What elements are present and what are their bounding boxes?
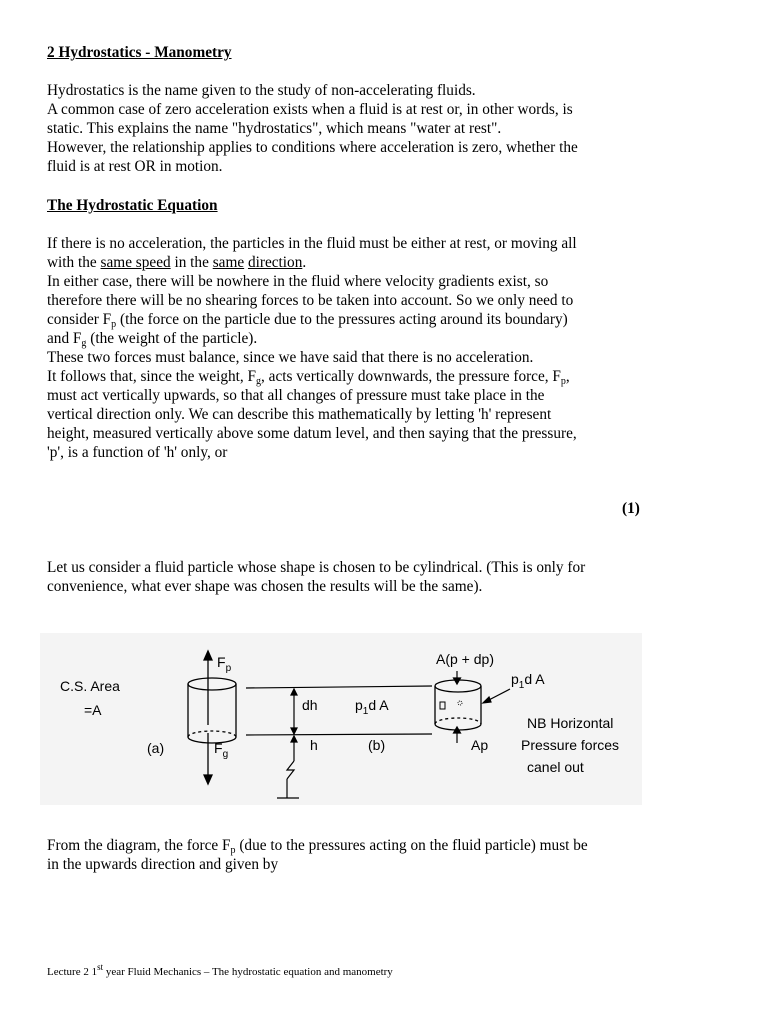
label-a: (a) (147, 740, 165, 756)
para2-line-3: In either case, there will be nowhere in the fluid where velocity gradients exist, so (47, 273, 549, 290)
intro-line-3: static. This explains the name "hydrostatics", which means "water at rest". (47, 120, 502, 137)
para2-line-8: It follows that, since the weight, $F_g$, acts vertically downwards, the pressure force, $F_p$, (47, 368, 570, 387)
note-line-1: NB Horizontal (527, 715, 614, 731)
para2-line-7: These two forces must balance, since we have said that there is no acceleration. (47, 349, 534, 366)
para2-line-9: must act vertically upwards, so that all changes of pressure must take place in the (47, 387, 545, 404)
label-p1da-right: $p_1d$ A (511, 671, 545, 691)
label-fp: $F_p$ (217, 654, 232, 674)
equation-number: (1) (622, 500, 640, 517)
underlined-same: same (212, 254, 245, 271)
fluid-particle-diagram (40, 633, 642, 805)
intro-line-4: However, the relationship applies to conditions where acceleration is zero, whether the (47, 139, 578, 156)
label-cs-area: C.S. Area (60, 678, 120, 694)
note-line-2: Pressure forces (521, 737, 620, 753)
para2-line-1: If there is no acceleration, the particles in the fluid must be either at rest, or moving all (47, 235, 577, 252)
para2-line-10: vertical direction only. We can describe this mathematically by letting 'h' represent (47, 406, 552, 423)
label-h: h (310, 737, 318, 753)
para3-line-1: Let us consider a fluid particle whose shape is chosen to be cylindrical. (This is only for (47, 559, 586, 576)
para2-line-2: with the same speed in the same direction. (47, 254, 307, 271)
label-b: (b) (368, 737, 386, 753)
para3-line-2: convenience, what ever shape was chosen the results will be the same). (47, 578, 483, 595)
subheading: The Hydrostatic Equation (47, 197, 218, 214)
intro-line-2: A common case of zero acceleration exists when a fluid is at rest or, in other words, is (47, 101, 573, 118)
note-line-3: canel out (527, 759, 584, 775)
label-fg: $F_g$ (214, 740, 229, 760)
para2-line-12: 'p', is a function of 'h' only, or (47, 444, 228, 461)
para2-line-11: height, measured vertically above some datum level, and then saying that the pressure, (47, 425, 577, 442)
intro-line-1: Hydrostatics is the name given to the study of non-accelerating fluids. (47, 82, 476, 99)
label-p1da-left: $p_1d$ A (355, 697, 389, 717)
intro-line-5: fluid is at rest OR in motion. (47, 158, 223, 175)
label-ap: Ap (471, 737, 489, 753)
para4-line-2: in the upwards direction and given by (47, 856, 279, 873)
label-eq-a: =A (84, 702, 102, 718)
para2-line-5: consider $F_p$ (the force on the particle due to the pressures acting around its boundary) (47, 311, 568, 330)
label-top-pressure: A(p + dp) (436, 651, 494, 667)
section-heading: 2 Hydrostatics - Manometry (47, 44, 232, 61)
underlined-direction: direction (247, 254, 303, 271)
para2-line-4: therefore there will be no shearing forces to be taken into account. So we only need to (47, 292, 574, 309)
label-dh: dh (302, 697, 318, 713)
para4-line-1: From the diagram, the force $F_p$ (due to the pressures acting on the fluid particle) must be (47, 837, 588, 856)
page-footer: Lecture 2 1st year Fluid Mechanics – The hydrostatic equation and manometry (47, 962, 393, 978)
underlined-same-speed: same speed (100, 254, 171, 271)
para2-line-6: and $F_g$ (the weight of the particle). (47, 330, 258, 349)
